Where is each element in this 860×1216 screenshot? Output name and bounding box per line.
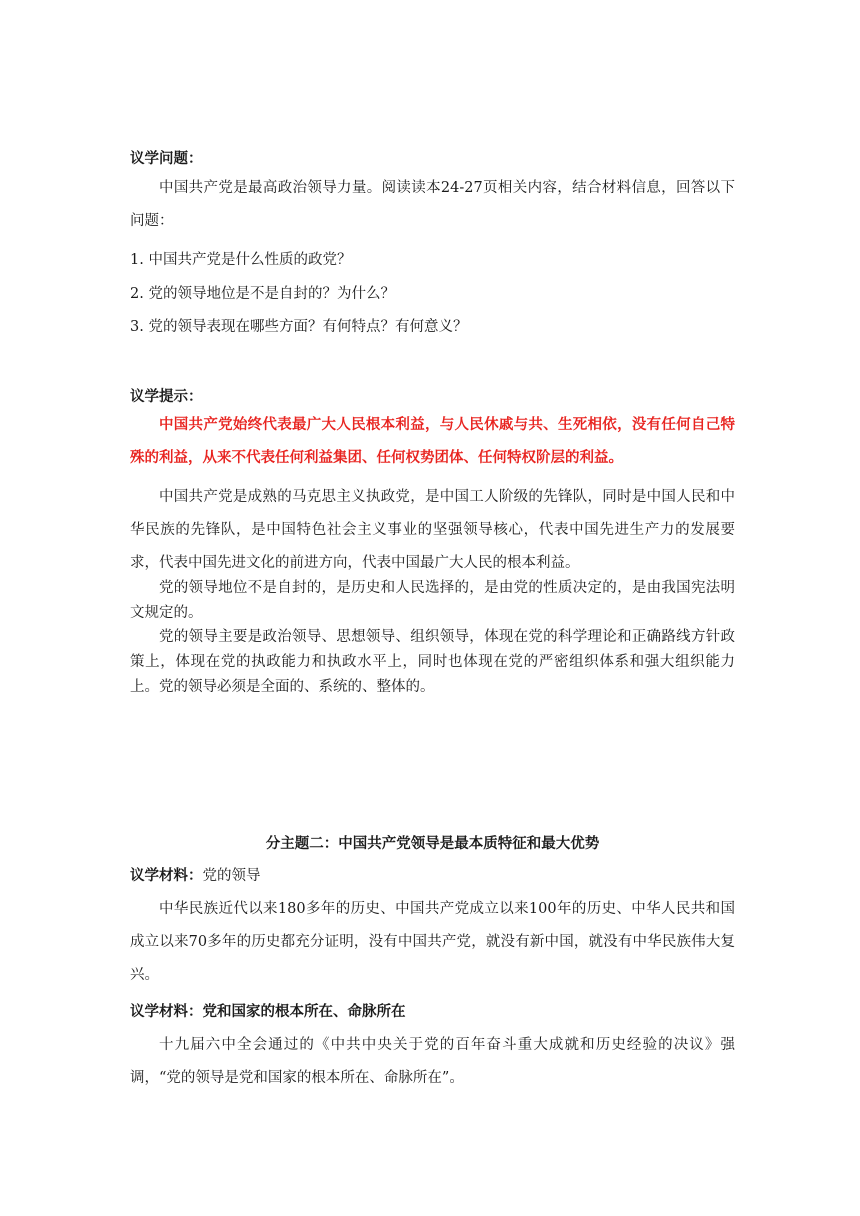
hint-paragraph-1: 中国共产党是成熟的马克思主义执政党，是中国工人阶级的先锋队，同时是中国人民和中华民族的先锋队，是中国特色社会主义事业的坚强领导核心，代表中国先进生产力的发展要求，代表中国先进文化的前进方向，代表中国最广大人民的根本利益。 [130, 489, 735, 571]
hint-highlight: 中国共产党始终代表最广大人民根本利益，与人民休戚与共、生死相依，没有任何自己特殊的利益，从来不代表任何利益集团、任何权势团体、任何特权阶层的利益。 [130, 417, 735, 466]
section-heading-questions: 议学问题： [130, 151, 203, 167]
material-label: 议学材料： [130, 868, 203, 884]
material-title: 党的领导 [202, 868, 261, 884]
section-heading-hints: 议学提示： [130, 389, 203, 405]
subtopic-title: 分主题二：中国共产党领导是最本质特征和最大优势 [265, 836, 600, 852]
question-item-2: 2. 党的领导地位是不是自封的？为什么？ [130, 286, 395, 302]
question-item-1: 1. 中国共产党是什么性质的政党？ [130, 252, 352, 268]
material-heading-2: 议学材料：党和国家的根本所在、命脉所在 [130, 1004, 406, 1020]
hint-paragraph-3: 党的领导主要是政治领导、思想领导、组织领导，体现在党的科学理论和正确路线方针政策上，体现在党的执政能力和执政水平上，同时也体现在党的严密组织体系和强大组织能力上。党的领导必须是全面的、系统的、整体的。 [130, 629, 735, 695]
hint-paragraph-2: 党的领导地位不是自封的，是历史和人民选择的，是由党的性质决定的，是由我国宪法明文规定的。 [130, 580, 735, 621]
material-text-1: 中华民族近代以来180多年的历史、中国共产党成立以来100年的历史、中华人民共和国成立以来70多年的历史都充分证明，没有中国共产党，就没有新中国，就没有中华民族伟大复兴。 [130, 901, 735, 983]
material-heading-1 [130, 864, 735, 885]
material-text-2: 十九届六中全会通过的《中共中央关于党的百年奋斗重大成就和历史经验的决议》强调，“党的领导是党和国家的根本所在、命脉所在”。 [130, 1037, 735, 1086]
questions-intro: 中国共产党是最高政治领导力量。阅读读本24-27页相关内容，结合材料信息，回答以下问题： [130, 180, 735, 229]
question-item-3: 3. 党的领导表现在哪些方面？有何特点？有何意义？ [130, 319, 468, 335]
